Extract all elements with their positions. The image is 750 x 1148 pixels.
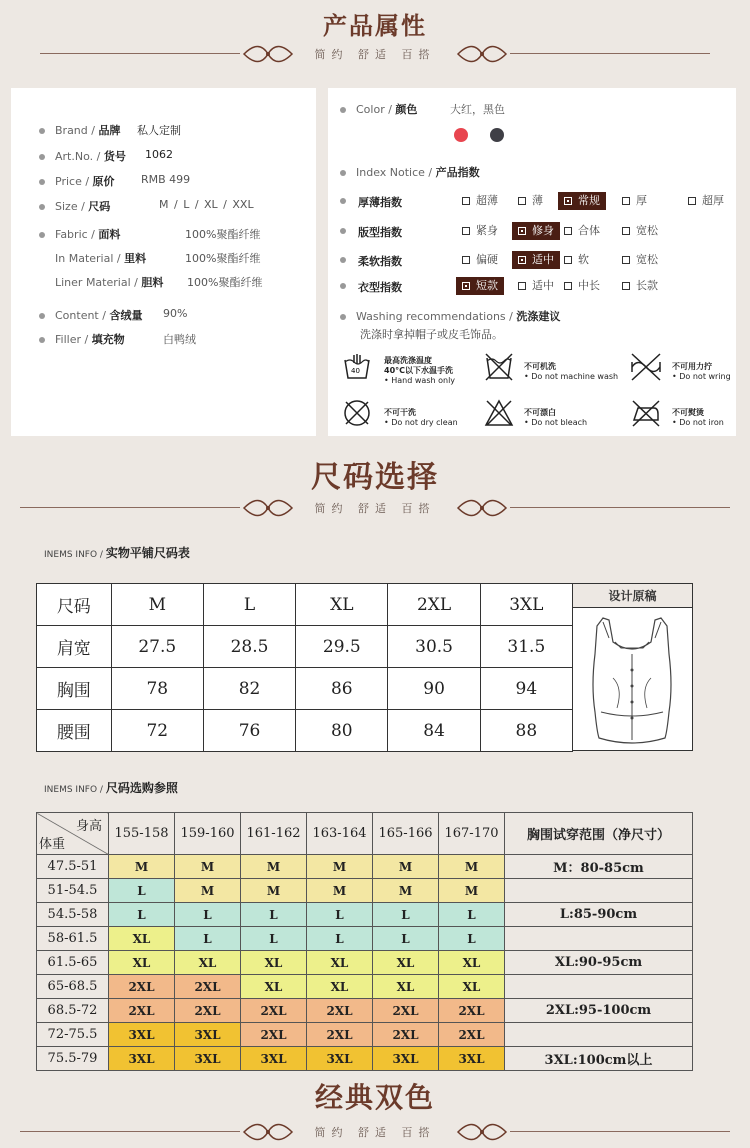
wash-no-iron: 不可熨烫 • Do not iron: [672, 408, 724, 427]
index-option-label: 适中: [532, 279, 554, 292]
index-option-label: 适中: [532, 253, 554, 266]
checkbox-icon: [564, 227, 572, 235]
size-cell: 2XL: [373, 999, 439, 1023]
checkbox-icon: [518, 227, 526, 235]
color-swatch-black[interactable]: [490, 128, 504, 142]
weight-label: 54.5-58: [37, 903, 109, 927]
size-table: [36, 583, 573, 752]
hand-wash-icon: [342, 352, 372, 382]
table-cell: 31.5: [480, 626, 572, 668]
size-cell: M: [439, 855, 505, 879]
attr-fabric: Fabric / 面料 100%聚酯纤维: [39, 226, 120, 242]
weight-label: 47.5-51: [37, 855, 109, 879]
table-row: [37, 951, 693, 975]
size-cell: L: [241, 927, 307, 951]
size-cell: L: [307, 903, 373, 927]
size-cell: L: [175, 903, 241, 927]
index-option[interactable]: [622, 192, 647, 210]
height-header: 165-166: [373, 813, 439, 855]
checkbox-icon: [518, 256, 526, 264]
attributes-title: 产品属性: [323, 12, 427, 40]
size-reference-table: [36, 812, 693, 1071]
size-cell: 2XL: [307, 999, 373, 1023]
index-option-label: 短款: [476, 279, 498, 292]
size-cell: 3XL: [109, 1023, 175, 1047]
size-cell: 2XL: [241, 999, 307, 1023]
wash-no-wring: 不可用力拧 • Do not wring: [672, 362, 731, 381]
divider: [0, 1120, 750, 1144]
size-cell: L: [241, 903, 307, 927]
table-cell: 80: [296, 710, 388, 752]
wash-no-machine: 不可机洗 • Do not machine wash: [524, 362, 619, 381]
colors-title: 经典双色: [314, 1081, 435, 1114]
attr-brand: Brand / 品牌 私人定制: [39, 122, 120, 138]
size-cell: XL: [307, 975, 373, 999]
vest-sketch-icon: [573, 608, 691, 750]
size-header-cell: M: [111, 584, 203, 626]
size-cell: L: [109, 903, 175, 927]
index-option[interactable]: [564, 277, 600, 295]
size-cell: M: [307, 879, 373, 903]
index-option[interactable]: [462, 251, 498, 269]
index-option-label: 软: [578, 253, 589, 266]
checkbox-icon: [462, 227, 470, 235]
table-cell: 86: [296, 668, 388, 710]
color-swatch-red[interactable]: [454, 128, 468, 142]
range-cell: [505, 975, 693, 999]
index-option-label: 薄: [532, 194, 543, 207]
corner-weight-label: 体重: [39, 837, 66, 852]
design-label: 设计原稿: [573, 584, 692, 608]
range-cell: XL:90-95cm: [505, 951, 693, 975]
no-wring-icon: [630, 352, 662, 382]
checkbox-icon: [564, 197, 572, 205]
size-cell: 2XL: [109, 975, 175, 999]
index-option-label: 厚: [636, 194, 647, 207]
size-cell: XL: [439, 975, 505, 999]
index-label: 厚薄指数: [358, 196, 402, 209]
size-table-heading: INEMS INFO / 实物平铺尺码表: [44, 546, 190, 560]
size-cell: 3XL: [175, 1023, 241, 1047]
size-cell: XL: [439, 951, 505, 975]
row-label: 腰围: [37, 710, 112, 752]
range-header: 胸围试穿范围（净尺寸）: [505, 813, 693, 855]
table-cell: 29.5: [296, 626, 388, 668]
attr-in-material: In Material / 里料 100%聚酯纤维: [55, 252, 261, 265]
row-label: 肩宽: [37, 626, 112, 668]
index-option-label: 修身: [532, 224, 554, 237]
size-cell: 3XL: [109, 1047, 175, 1071]
index-option-label: 超厚: [702, 194, 724, 207]
size-cell: M: [175, 855, 241, 879]
checkbox-icon: [564, 282, 572, 290]
size-cell: XL: [175, 951, 241, 975]
index-label: 柔软指数: [358, 255, 402, 268]
index-label: 版型指数: [358, 226, 402, 239]
table-cell: 78: [111, 668, 203, 710]
size-cell: XL: [373, 975, 439, 999]
size-cell: 3XL: [241, 1047, 307, 1071]
range-cell: M：80-85cm: [505, 855, 693, 879]
index-option[interactable]: [564, 222, 600, 240]
checkbox-icon: [622, 256, 630, 264]
checkbox-icon: [622, 227, 630, 235]
table-row: [37, 999, 693, 1023]
table-cell: 88: [480, 710, 572, 752]
washing-heading: Washing recommendations / 洗涤建议: [340, 308, 560, 324]
table-row: [37, 710, 573, 752]
index-option-label: 中长: [578, 279, 600, 292]
size-cell: M: [373, 879, 439, 903]
attr-art-no: Art.No. / 货号 1062: [39, 148, 126, 164]
table-cell: 27.5: [111, 626, 203, 668]
index-option[interactable]: [462, 192, 498, 210]
washing-note: 洗涤时拿掉帽子或皮毛饰品。: [360, 328, 503, 341]
color-row: Color / 颜色 大红，黑色: [340, 101, 417, 117]
size-cell: L: [439, 903, 505, 927]
wash-no-dry-clean: 不可干洗 • Do not dry clean: [384, 408, 458, 427]
checkbox-icon: [622, 282, 630, 290]
design-sketch-box: [573, 583, 693, 751]
index-option[interactable]: [688, 192, 724, 210]
index-panel: [328, 88, 736, 436]
corner-height-label: 身高: [75, 819, 102, 834]
index-option-label: 紧身: [476, 224, 498, 237]
table-cell: 72: [111, 710, 203, 752]
svg-text:40: 40: [351, 367, 360, 375]
index-option-label: 宽松: [636, 253, 658, 266]
attr-filler: Filler / 填充物 白鸭绒: [39, 331, 125, 347]
ref-table-heading: INEMS INFO / 尺码选购参照: [44, 781, 178, 795]
weight-label: 75.5-79: [37, 1047, 109, 1071]
size-cell: 3XL: [373, 1047, 439, 1071]
table-row: [37, 879, 693, 903]
index-option[interactable]: [622, 222, 658, 240]
table-row: [37, 975, 693, 999]
corner-cell: [37, 813, 109, 855]
size-header-label: 尺码: [37, 584, 112, 626]
index-option-label: 合体: [578, 224, 600, 237]
size-cell: 3XL: [307, 1047, 373, 1071]
index-option-label: 常规: [578, 194, 600, 207]
height-header: 161-162: [241, 813, 307, 855]
range-cell: L:85-90cm: [505, 903, 693, 927]
divider-text: 简约 舒适 百搭: [314, 502, 436, 515]
table-row: [37, 1047, 693, 1071]
no-bleach-icon: [484, 398, 514, 428]
index-option-label: 宽松: [636, 224, 658, 237]
size-cell: M: [373, 855, 439, 879]
size-header-cell: XL: [296, 584, 388, 626]
size-cell: L: [307, 927, 373, 951]
size-title: 尺码选择: [311, 460, 439, 495]
checkbox-icon: [688, 197, 696, 205]
weight-label: 61.5-65: [37, 951, 109, 975]
size-cell: M: [109, 855, 175, 879]
size-header-cell: L: [203, 584, 295, 626]
table-row: [37, 855, 693, 879]
no-iron-icon: [630, 398, 662, 428]
size-cell: M: [175, 879, 241, 903]
size-cell: L: [373, 927, 439, 951]
index-option-label: 超薄: [476, 194, 498, 207]
row-label: 胸围: [37, 668, 112, 710]
size-cell: 2XL: [175, 975, 241, 999]
height-header: 167-170: [439, 813, 505, 855]
index-option[interactable]: [558, 192, 606, 210]
index-option[interactable]: [622, 251, 658, 269]
no-machine-wash-icon: [484, 352, 514, 382]
checkbox-icon: [462, 197, 470, 205]
size-cell: 2XL: [439, 1023, 505, 1047]
checkbox-icon: [462, 282, 470, 290]
size-header-cell: 2XL: [388, 584, 480, 626]
index-option[interactable]: [462, 222, 498, 240]
index-option[interactable]: [456, 277, 504, 295]
table-row: [37, 626, 573, 668]
size-cell: 2XL: [175, 999, 241, 1023]
no-dry-clean-icon: [342, 398, 372, 428]
attr-liner-material: Liner Material / 胆料 100%聚酯纤维: [55, 276, 263, 289]
table-row: [37, 903, 693, 927]
checkbox-icon: [518, 282, 526, 290]
index-option[interactable]: [622, 277, 658, 295]
index-row: [358, 277, 728, 295]
size-cell: 2XL: [307, 1023, 373, 1047]
size-cell: 2XL: [373, 1023, 439, 1047]
range-cell: 2XL:95-100cm: [505, 999, 693, 1023]
checkbox-icon: [518, 197, 526, 205]
index-option-label: 长款: [636, 279, 658, 292]
table-cell: 30.5: [388, 626, 480, 668]
size-cell: 2XL: [439, 999, 505, 1023]
index-label: 衣型指数: [358, 281, 402, 294]
table-cell: 94: [480, 668, 572, 710]
height-header: 159-160: [175, 813, 241, 855]
size-cell: XL: [241, 975, 307, 999]
table-row: [37, 1023, 693, 1047]
index-row: [358, 251, 728, 269]
index-option[interactable]: [518, 277, 554, 295]
table-cell: 28.5: [203, 626, 295, 668]
wash-hand: 最高洗涤温度 40°C以下水温手洗 • Hand wash only: [384, 356, 456, 385]
attr-size: Size / 尺码 M / L / XL / XXL: [39, 198, 110, 214]
size-cell: XL: [241, 951, 307, 975]
size-cell: M: [439, 879, 505, 903]
size-cell: 3XL: [439, 1047, 505, 1071]
index-option[interactable]: [564, 251, 589, 269]
index-row: [358, 192, 728, 210]
size-cell: M: [241, 879, 307, 903]
range-cell: 3XL:100cm以上: [505, 1047, 693, 1071]
size-header-cell: 3XL: [480, 584, 572, 626]
range-cell: [505, 927, 693, 951]
size-cell: XL: [109, 927, 175, 951]
index-row: [358, 222, 728, 240]
weight-label: 72-75.5: [37, 1023, 109, 1047]
weight-label: 68.5-72: [37, 999, 109, 1023]
index-option[interactable]: [512, 251, 560, 269]
size-cell: L: [373, 903, 439, 927]
size-cell: XL: [373, 951, 439, 975]
table-cell: 90: [388, 668, 480, 710]
size-cell: M: [307, 855, 373, 879]
range-cell: [505, 879, 693, 903]
size-cell: L: [175, 927, 241, 951]
index-option[interactable]: [518, 192, 543, 210]
divider: [0, 496, 750, 520]
index-notice: Index Notice / 产品指数: [340, 164, 480, 180]
checkbox-icon: [564, 256, 572, 264]
divider-text: 简约 舒适 百搭: [314, 1126, 436, 1139]
index-option-label: 偏硬: [476, 253, 498, 266]
size-cell: L: [109, 879, 175, 903]
height-header: 155-158: [109, 813, 175, 855]
checkbox-icon: [622, 197, 630, 205]
divider: [0, 42, 750, 66]
attr-price: Price / 原价 RMB 499: [39, 173, 115, 189]
weight-label: 58-61.5: [37, 927, 109, 951]
size-cell: XL: [109, 951, 175, 975]
weight-label: 65-68.5: [37, 975, 109, 999]
index-option[interactable]: [512, 222, 560, 240]
table-row: [37, 668, 573, 710]
range-cell: [505, 1023, 693, 1047]
wash-no-bleach: 不可漂白 • Do not bleach: [524, 408, 588, 427]
size-cell: L: [439, 927, 505, 951]
divider-text: 简约 舒适 百搭: [314, 48, 436, 61]
size-cell: 3XL: [175, 1047, 241, 1071]
size-cell: 2XL: [109, 999, 175, 1023]
attr-content: Content / 含绒量 90%: [39, 307, 142, 323]
checkbox-icon: [462, 256, 470, 264]
size-cell: XL: [307, 951, 373, 975]
table-cell: 76: [203, 710, 295, 752]
height-header: 163-164: [307, 813, 373, 855]
attributes-panel: [11, 88, 316, 436]
table-cell: 82: [203, 668, 295, 710]
size-cell: 2XL: [241, 1023, 307, 1047]
table-row: [37, 927, 693, 951]
size-cell: M: [241, 855, 307, 879]
weight-label: 51-54.5: [37, 879, 109, 903]
table-cell: 84: [388, 710, 480, 752]
